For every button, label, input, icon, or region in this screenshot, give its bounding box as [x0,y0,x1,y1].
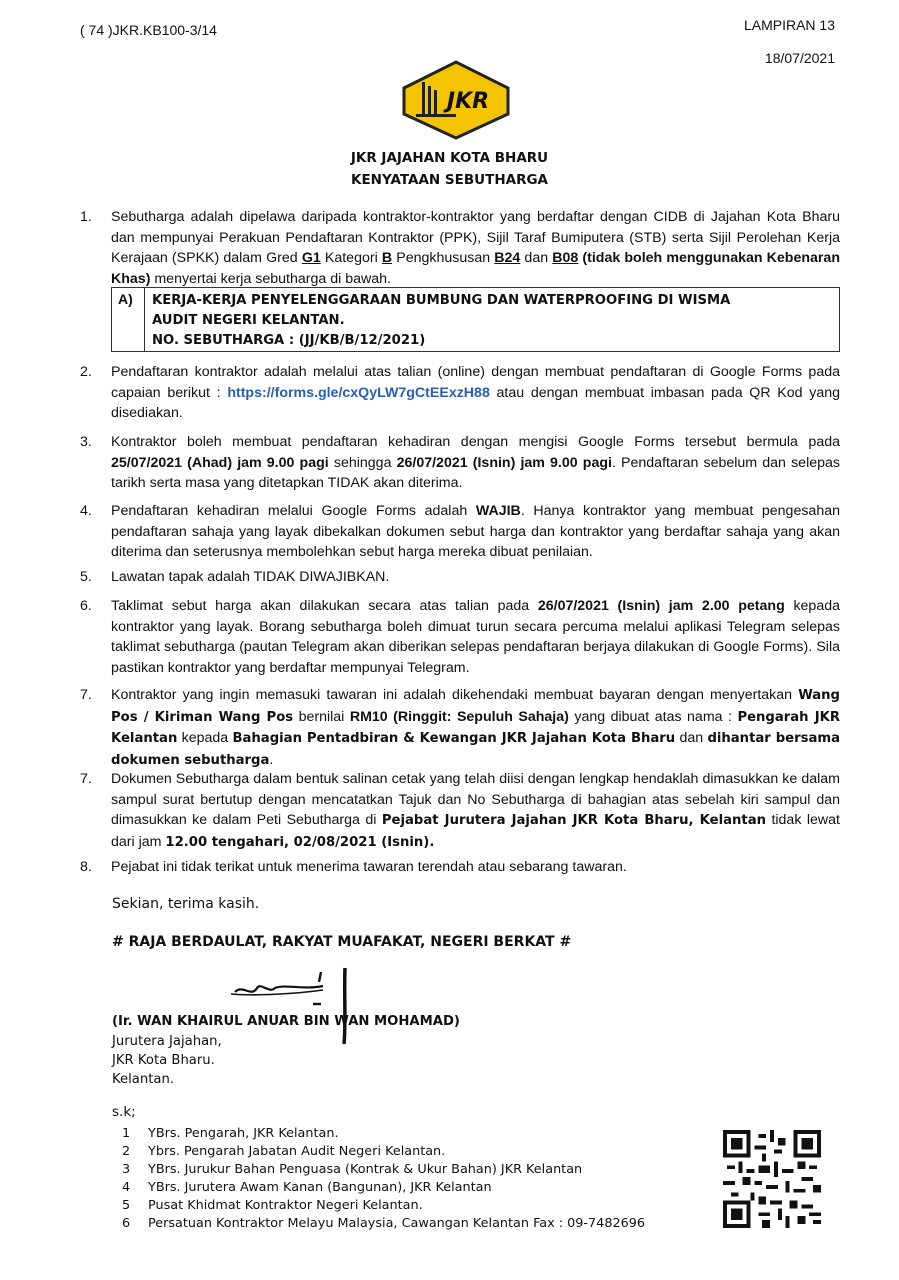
state-motto: # RAJA BERDAULAT, RAKYAT MUAFAKAT, NEGERI BERKAT # [112,934,572,950]
item-text: Pendaftaran kontraktor adalah melalui atas talian (online) dengan membuat pendaftaran di Google Forms pada capaian berikut : https://forms.gle/cxQyLW7gCtEExzH88 atau dengan membuat imbasan pada QR Kod yang disediakan. [111,364,840,421]
logo-text: JKR [446,89,490,114]
item-number: 3. [80,434,92,450]
item-3 [80,432,840,494]
signature [195,964,365,1044]
document-date: 18/07/2021 [764,50,835,66]
item-text: Taklimat sebut harga akan dilakukan secara atas talian pada 26/07/2021 (Isnin) jam 2.00 petang kepada kontraktor yang layak. Borang sebutharga boleh dimuat turun secara percuma melalui aplikasi Telegram selepas taklimat sebutharga (pautan Telegram akan diberikan selepas pendaftaran berjaya dilakukan di Google Forms). Sila pastikan kontraktor yang berdaftar mempunyai Telegram. [111,598,840,676]
item-number: 2. [80,364,92,380]
item-number: 5. [80,569,92,585]
item-8 [80,857,840,878]
cc-item: 4 YBrs. Jurutera Awam Kanan (Bangunan), JKR Kelantan [122,1180,492,1195]
tender-box [111,287,840,352]
office-title: JKR JAJAHAN KOTA BHARU [350,150,549,166]
cc-item: 5 Pusat Khidmat Kontraktor Negeri Kelantan. [122,1198,423,1213]
signer-state: Kelantan. [112,1072,175,1087]
item-text: Pendaftaran kehadiran melalui Google Forms adalah WAJIB. Hanya kontraktor yang membuat pengesahan pendaftaran sahaja yang layak dibekalkan dokumen sebut harga dan kontraktor yang berdaftar sahaja yang akan diterima dan seterusnya membolehkan sebut harga mereka dibuat penilaian. [111,503,840,560]
item-1 [80,207,840,289]
signer-office: JKR Kota Bharu. [112,1053,215,1068]
signer-position: Jurutera Jajahan, [112,1034,222,1049]
item-number: 4. [80,503,92,519]
cc-item: 1 YBrs. Pengarah, JKR Kelantan. [122,1126,339,1141]
item-text: Kontraktor yang ingin memasuki tawaran ini adalah dikehendaki membuat bayaran dengan menyertakan Wang Pos / Kiriman Wang Pos bernilai RM10 (Ringgit: Sepuluh Sahaja) yang dibuat atas nama : Pengarah JKR Kelantan kepada Bahagian Pentadbiran & Kewangan JKR Jajahan Kota Bharu dan dihantar bersama dokumen sebutharga. [111,687,840,768]
cc-item: 6 Persatuan Kontraktor Melayu Malaysia, Cawangan Kelantan Fax : 09-7482696 [122,1216,646,1231]
item-text: Kontraktor boleh membuat pendaftaran kehadiran dengan mengisi Google Forms tersebut bermula pada 25/07/2021 (Ahad) jam 9.00 pagi sehingga 26/07/2021 (Isnin) jam 9.00 pagi. Pendaftaran sebelum dan selepas tarikh serta masa yang ditetapkan TIDAK akan diterima. [111,434,840,491]
document-title: KENYATAAN SEBUTHARGA [351,172,548,188]
item-text: Sebutharga adalah dipelawa daripada kontraktor-kontraktor yang berdaftar dengan CIDB di Jajahan Kota Bharu dan mempunyai Perakuan Pendaftaran Kontraktor (PPK), Sijil Taraf Bumiputera (STB) serta Sijil Perolehan Kerja Kerajaan (SPKK) dalam Gred G1 Kategori B Pengkhususan B24 dan B08 (tidak boleh menggunakan Kebenaran Khas) menyertai kerja sebutharga di bawah. [111,209,840,287]
jkr-logo [398,58,514,142]
cc-item: 3 YBrs. Jurukur Bahan Penguasa (Kontrak & Ukur Bahan) JKR Kelantan [122,1162,583,1177]
item-text: Pejabat ini tidak terikat untuk menerima tawaran terendah atau sebarang tawaran. [111,859,627,875]
item-5 [80,567,840,588]
item-number: 7. [80,771,92,787]
item-text: Lawatan tapak adalah TIDAK DIWAJIBKAN. [111,569,390,585]
tender-label: A) [112,288,145,351]
tender-number: NO. SEBUTHARGA : (JJ/KB/B/12/2021) [152,333,426,348]
closing-remark: Sekian, terima kasih. [112,896,260,912]
item-number: 6. [80,598,92,614]
item-6 [80,596,840,678]
google-forms-link[interactable]: https://forms.gle/cxQyLW7gCtEExzH88 [227,384,490,401]
attachment-label: LAMPIRAN 13 [743,17,835,33]
item-number: 8. [80,859,92,875]
item-number: 7. [80,687,92,703]
qr-code[interactable] [722,1130,822,1228]
item-7-payment [80,685,840,771]
item-2 [80,362,840,424]
reference-number: ( 74 )JKR.KB100-3/14 [80,22,217,38]
item-text: Dokumen Sebutharga dalam bentuk salinan cetak yang telah diisi dengan lengkap hendaklah dimasukkan ke dalam sampul surat bertutup dengan mencatatkan Tajuk dan No Sebutharga di bahagian atas sebelah kiri sampul dan dimasukkan ke dalam Peti Sebutharga di Pejabat Jurutera Jajahan JKR Kota Bharu, Kelantan tidak lewat dari jam 12.00 tengahari, 02/08/2021 (Isnin). [111,771,840,850]
tender-title-line1: KERJA-KERJA PENYELENGGARAAN BUMBUNG DAN WATERPROOFING DI WISMA [152,293,731,308]
item-7-submission [80,769,840,853]
signer-name: (Ir. WAN KHAIRUL ANUAR BIN WAN MOHAMAD) [112,1014,460,1029]
cc-item: 2 Ybrs. Pengarah Jabatan Audit Negeri Kelantan. [122,1144,446,1159]
tender-title-line2: AUDIT NEGERI KELANTAN. [152,313,345,328]
cc-label: s.k; [112,1104,136,1120]
item-number: 1. [80,209,92,225]
item-4 [80,501,840,563]
